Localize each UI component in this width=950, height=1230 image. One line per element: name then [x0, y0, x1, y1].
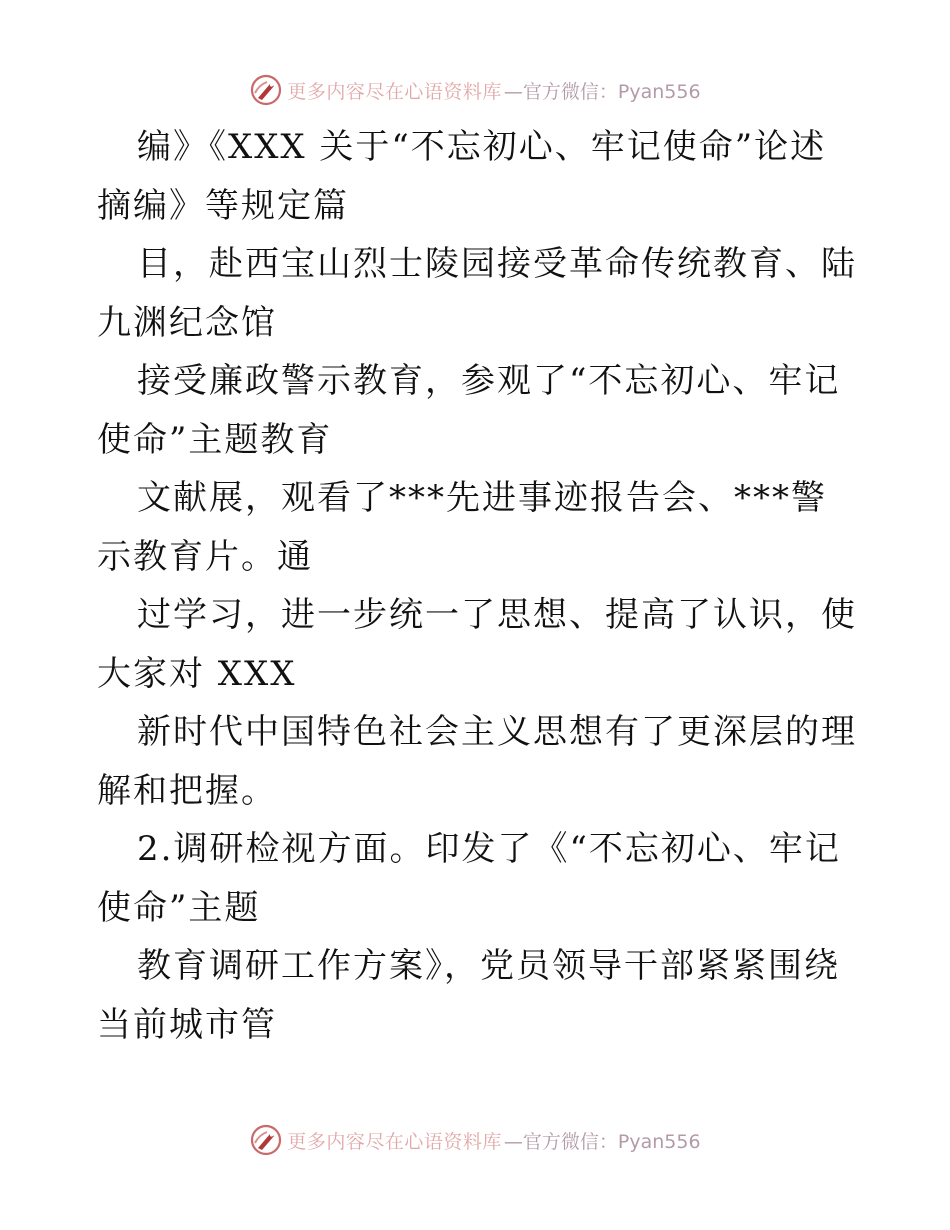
- pen-nib-logo-icon: [249, 1123, 283, 1157]
- pen-nib-logo-icon: [249, 73, 283, 107]
- footer-watermark: [0, 1120, 950, 1160]
- document-body: [97, 118, 857, 1054]
- watermark-sub-text: —官方微信：Pyan556: [503, 80, 701, 103]
- watermark-sub-text: —官方微信：Pyan556: [503, 1130, 701, 1153]
- watermark-main-text: 更多内容尽在心语资料库: [287, 1130, 502, 1153]
- paragraph-6: 新时代中国特色社会主义思想有了更深层的理解和把握。: [97, 712, 857, 811]
- paragraph-7: 2.调研检视方面。印发了《“不忘初心、牢记使命”主题: [97, 829, 841, 928]
- header-watermark: [0, 70, 950, 110]
- watermark-main-text: 更多内容尽在心语资料库: [287, 80, 502, 103]
- paragraph-1: 编》《XXX 关于“不忘初心、牢记使命”论述摘编》等规定篇: [97, 127, 827, 226]
- paragraph-8: 教育调研工作方案》，党员领导干部紧紧围绕当前城市管: [97, 946, 840, 1045]
- paragraph-4: 文献展，观看了***先进事迹报告会、***警示教育片。通: [97, 478, 827, 577]
- paragraph-5: 过学习，进一步统一了思想、提高了认识，使大家对 XXX: [97, 595, 857, 694]
- paragraph-3: 接受廉政警示教育，参观了“不忘初心、牢记使命”主题教育: [97, 361, 841, 460]
- paragraph-2: 目，赴西宝山烈士陵园接受革命传统教育、陆九渊纪念馆: [97, 244, 857, 343]
